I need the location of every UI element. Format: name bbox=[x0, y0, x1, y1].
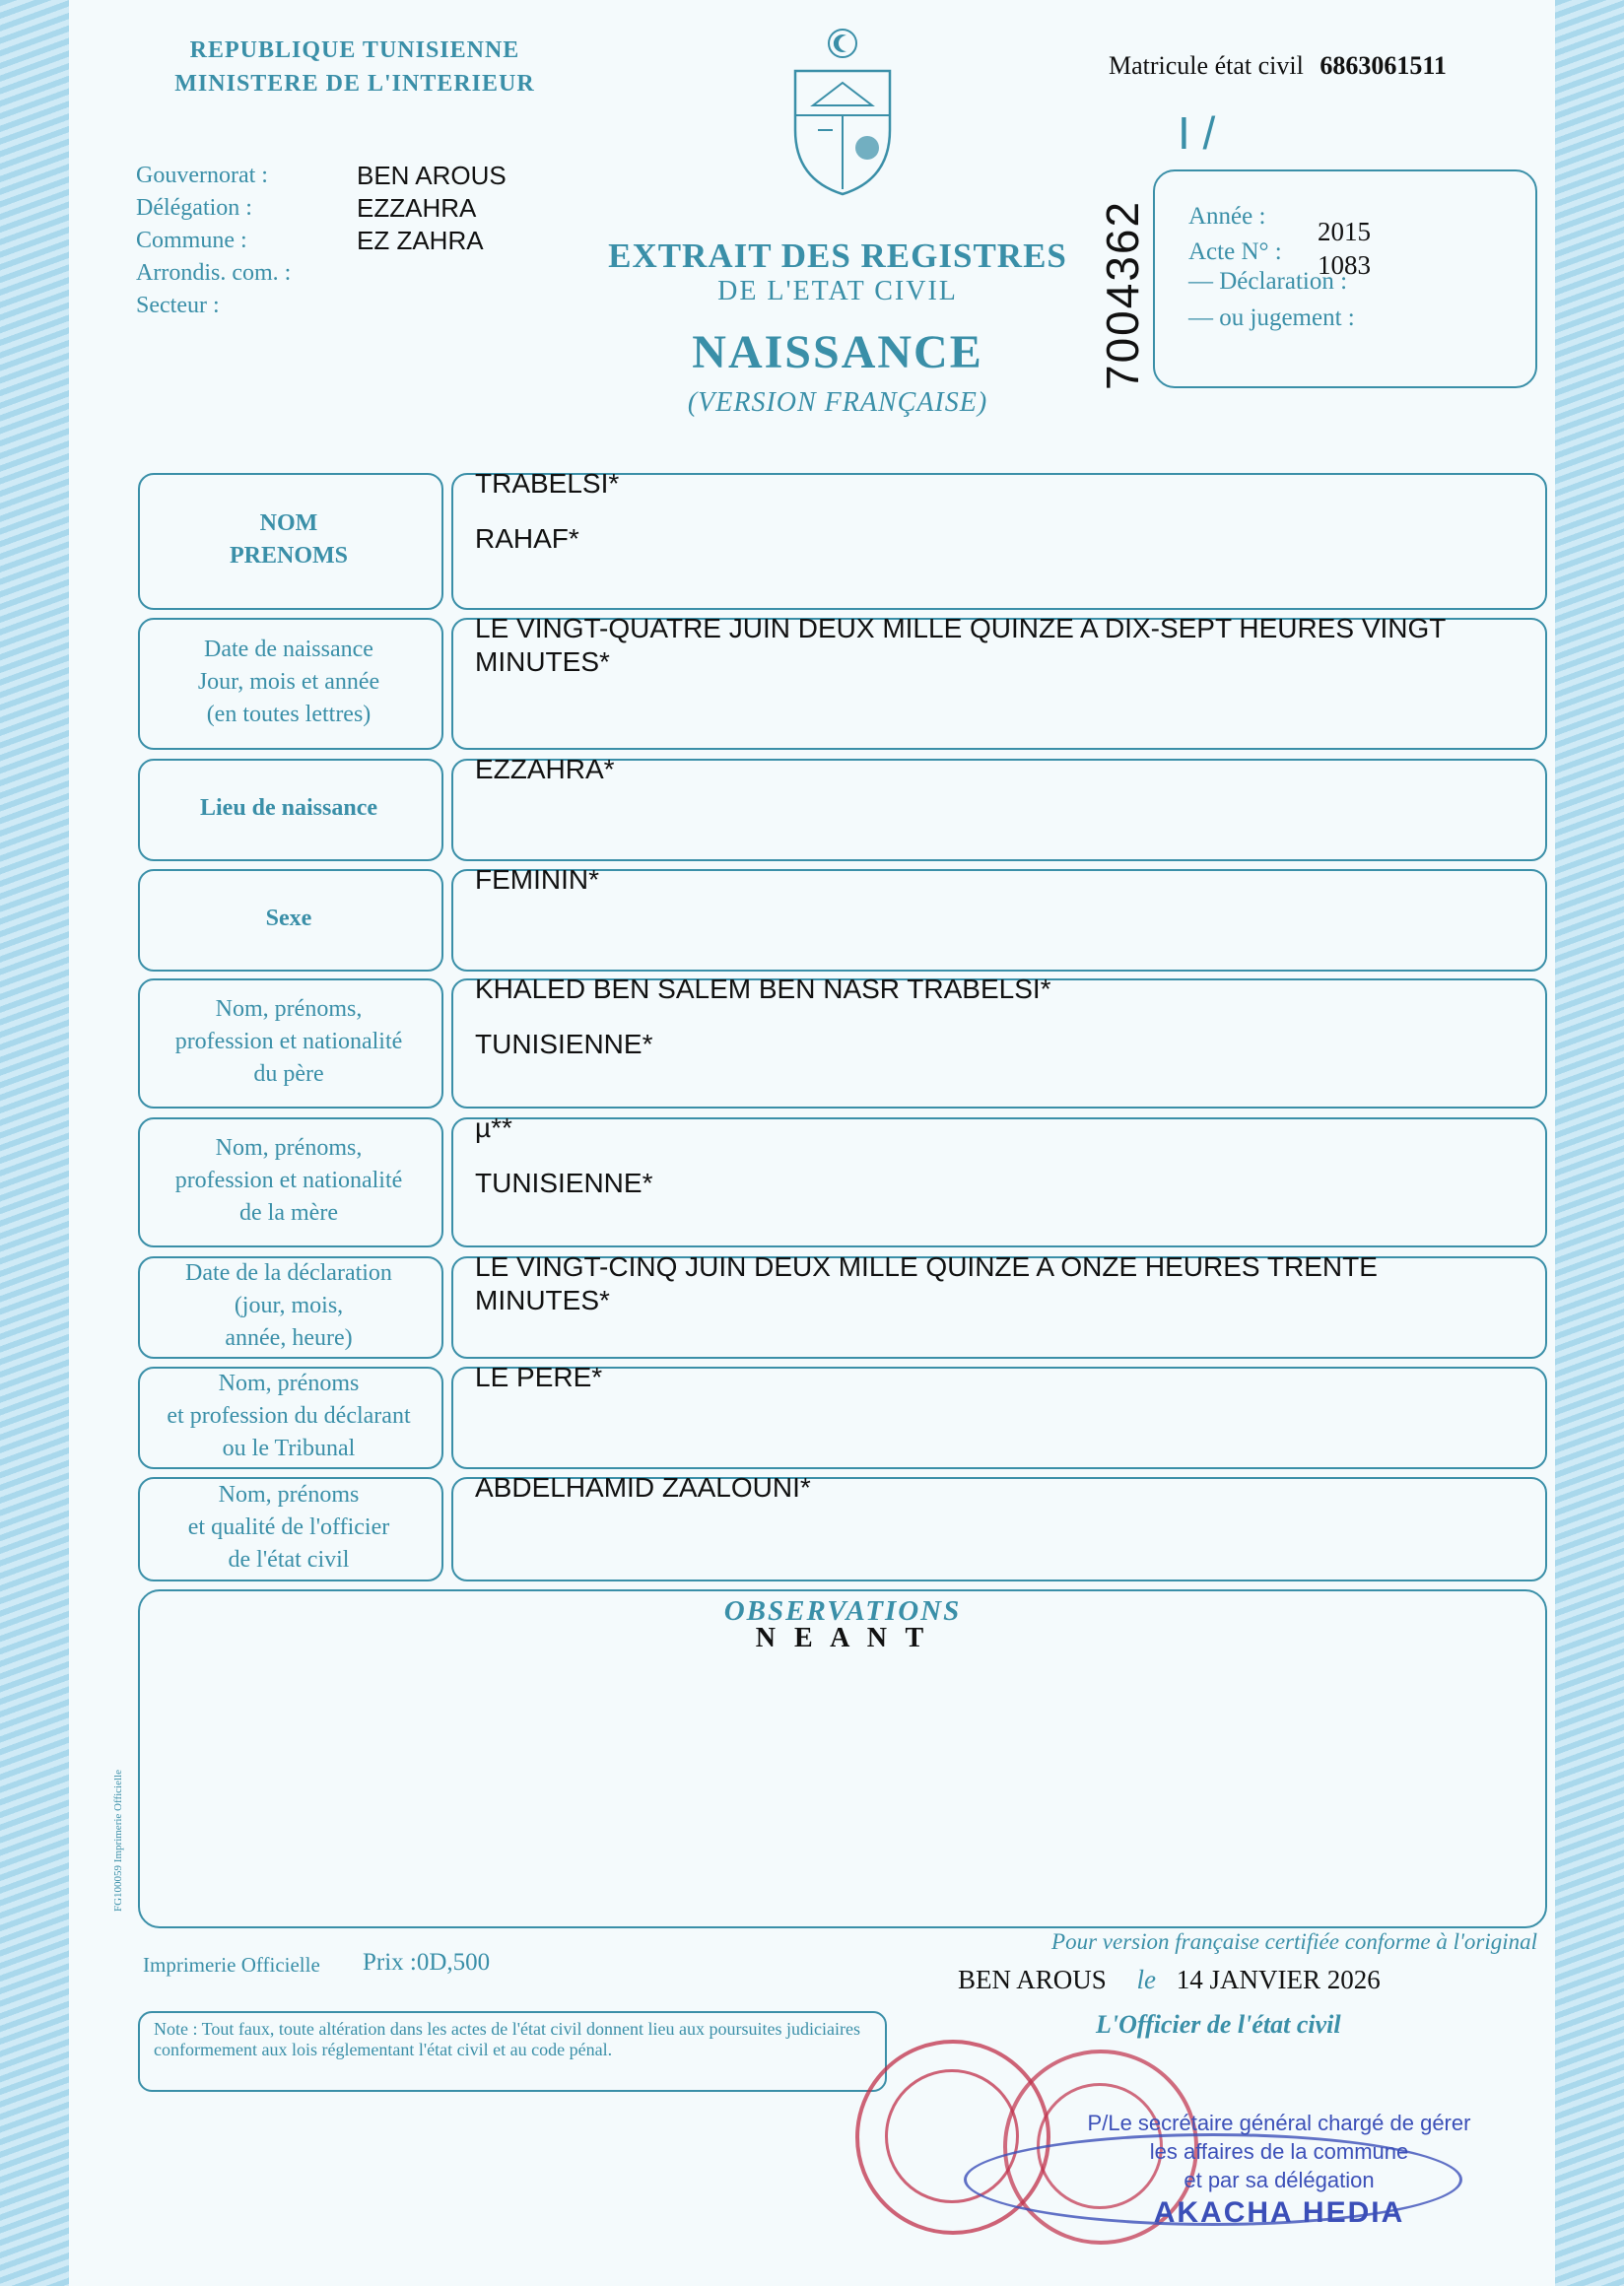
field-value-line: TUNISIENNE* bbox=[475, 1168, 653, 1198]
location-labels bbox=[136, 160, 333, 322]
field-label-line: Lieu de naissance bbox=[199, 794, 378, 821]
field-value-line: LE VINGT-CINQ JUIN DEUX MILLE QUINZE A ONZE HEURES TRENTE bbox=[475, 1251, 1378, 1282]
field-value-line: TUNISIENNE* bbox=[475, 1029, 653, 1059]
field-value-line: MINUTES* bbox=[475, 1285, 610, 1315]
field-label-line: Date de naissance bbox=[204, 636, 373, 662]
field-value bbox=[475, 973, 1549, 1061]
field-label-line: Nom, prénoms, bbox=[215, 995, 363, 1022]
officer-stamp bbox=[1082, 2109, 1476, 2227]
field-label-line: (jour, mois, bbox=[234, 1292, 344, 1318]
certified-text: Pour version française certifiée conforme à l'original bbox=[1051, 1929, 1537, 1954]
acte-value: 1083 bbox=[1318, 250, 1371, 280]
annee-label: Année : bbox=[1188, 203, 1266, 230]
matricule-line bbox=[1109, 51, 1447, 81]
field-label bbox=[138, 869, 440, 968]
field-label bbox=[138, 759, 440, 857]
field-label bbox=[138, 1477, 440, 1578]
stamp-line-1: P/Le secrétaire général chargé de gérer bbox=[1087, 2111, 1471, 2135]
field-label-line: Sexe bbox=[265, 905, 312, 931]
matricule-label: Matricule état civil bbox=[1109, 51, 1304, 80]
field-value-line: TRABELSI* bbox=[475, 468, 620, 499]
field-value bbox=[475, 1111, 1549, 1200]
imprimerie-label: Imprimerie Officielle bbox=[143, 1953, 320, 1977]
observations-title: OBSERVATIONS bbox=[723, 1595, 962, 1627]
field-value bbox=[475, 753, 1549, 786]
ministry-heading: MINISTERE DE L'INTERIEUR bbox=[174, 71, 535, 97]
field-label-line: Nom, prénoms bbox=[218, 1481, 360, 1508]
field-value bbox=[475, 1471, 1549, 1505]
gouvernorat-value: BEN AROUS bbox=[357, 161, 507, 190]
field-label-line: du père bbox=[253, 1060, 324, 1087]
field-label-line: Nom, prénoms, bbox=[215, 1134, 363, 1161]
legal-note: Note : Tout faux, toute altération dans les actes de l'état civil donnent lieu aux poursuites judiciaires conformement aux lois réglementant l'état civil et au code pénal. bbox=[138, 2011, 887, 2092]
annee-value: 2015 bbox=[1318, 217, 1371, 246]
field-value-line: EZZAHRA* bbox=[475, 754, 615, 784]
field-label-line: Jour, mois et année bbox=[197, 668, 380, 695]
field-value bbox=[475, 1250, 1549, 1317]
field-value bbox=[475, 863, 1549, 897]
field-value bbox=[475, 612, 1549, 679]
stamp-line-2: les affaires de la commune bbox=[1149, 2139, 1409, 2164]
matricule-value: 6863061511 bbox=[1320, 51, 1447, 80]
republic-heading: REPUBLIQUE TUNISIENNE bbox=[189, 37, 520, 63]
field-value-line: ABDELHAMID ZAALOUNI* bbox=[475, 1472, 811, 1503]
field-label-line: et qualité de l'officier bbox=[187, 1513, 390, 1540]
title-version: (VERSION FRANÇAISE) bbox=[687, 387, 988, 418]
field-label bbox=[138, 1117, 440, 1244]
delegation-label: Délégation : bbox=[136, 195, 252, 221]
field-value-line: MINUTES* bbox=[475, 646, 610, 677]
title-main: NAISSANCE bbox=[692, 326, 983, 378]
serial-number: 7004362 bbox=[1097, 199, 1148, 390]
observations-box bbox=[138, 1589, 1547, 1928]
field-value bbox=[475, 1361, 1549, 1394]
field-value-line: µ** bbox=[475, 1112, 512, 1143]
field-label-line: PRENOMS bbox=[230, 542, 348, 569]
field-label bbox=[138, 978, 440, 1105]
field-label-line: de l'état civil bbox=[228, 1546, 350, 1573]
field-label-line: ou le Tribunal bbox=[222, 1435, 356, 1461]
field-label-line: profession et nationalité bbox=[174, 1167, 403, 1193]
field-label-line: et profession du déclarant bbox=[167, 1402, 411, 1429]
title-line2: DE L'ETAT CIVIL bbox=[717, 276, 958, 306]
field-label-line: (en toutes lettres) bbox=[206, 701, 372, 727]
field-value-line: LE PERE* bbox=[475, 1362, 603, 1392]
issue-place: BEN AROUS bbox=[958, 1965, 1107, 1994]
decorative-border-right bbox=[1555, 0, 1624, 2286]
stamp-line-3: et par sa délégation bbox=[1184, 2168, 1375, 2192]
field-label-line: de la mère bbox=[239, 1199, 338, 1226]
field-label bbox=[138, 1367, 440, 1465]
officer-title: L'Officier de l'état civil bbox=[1096, 2010, 1341, 2039]
field-label-line: Date de la déclaration bbox=[185, 1259, 392, 1286]
stamp-officer-name: AKACHA HEDIA bbox=[1153, 2196, 1405, 2229]
field-label bbox=[138, 473, 440, 606]
le-label: le bbox=[1136, 1965, 1157, 1994]
declaration-label: — Déclaration : bbox=[1188, 268, 1348, 295]
field-label bbox=[138, 1256, 440, 1355]
delegation-value: EZZAHRA bbox=[357, 193, 477, 223]
field-label-line: profession et nationalité bbox=[174, 1028, 403, 1054]
arrondissement-label: Arrondis. com. : bbox=[136, 260, 292, 286]
handwritten-mark: I / bbox=[1178, 107, 1216, 159]
jugement-label: — ou jugement : bbox=[1188, 304, 1355, 331]
field-value-line: FEMININ* bbox=[475, 864, 599, 895]
prix-label: Prix :0D,500 bbox=[363, 1949, 491, 1976]
title-line1: EXTRAIT DES REGISTRES bbox=[608, 236, 1067, 275]
field-value-line: LE VINGT-QUATRE JUIN DEUX MILLE QUINZE A DIX-SEPT HEURES VINGT bbox=[475, 613, 1447, 643]
field-value-line: KHALED BEN SALEM BEN NASR TRABELSI* bbox=[475, 974, 1051, 1004]
commune-label: Commune : bbox=[136, 228, 247, 253]
acte-box bbox=[1153, 169, 1537, 388]
commune-value: EZ ZAHRA bbox=[357, 226, 484, 255]
side-print: FG100059 Imprimerie Officielle bbox=[112, 1770, 124, 1912]
observations-value: N E A N T bbox=[755, 1623, 930, 1653]
field-label-line: année, heure) bbox=[225, 1324, 353, 1351]
decorative-border-left bbox=[0, 0, 69, 2286]
secteur-label: Secteur : bbox=[136, 293, 220, 318]
field-value bbox=[475, 467, 1549, 556]
field-label-line: Nom, prénoms bbox=[218, 1370, 360, 1396]
field-value-line: RAHAF* bbox=[475, 523, 579, 554]
field-label bbox=[138, 618, 440, 746]
acte-label: Acte N° : bbox=[1188, 238, 1282, 265]
coat-of-arms-icon bbox=[774, 22, 912, 199]
field-label-line: NOM bbox=[259, 509, 318, 536]
issue-date: 14 JANVIER 2026 bbox=[1176, 1965, 1381, 1994]
issue-place-date bbox=[958, 1965, 1381, 1995]
gouvernorat-label: Gouvernorat : bbox=[136, 163, 268, 188]
